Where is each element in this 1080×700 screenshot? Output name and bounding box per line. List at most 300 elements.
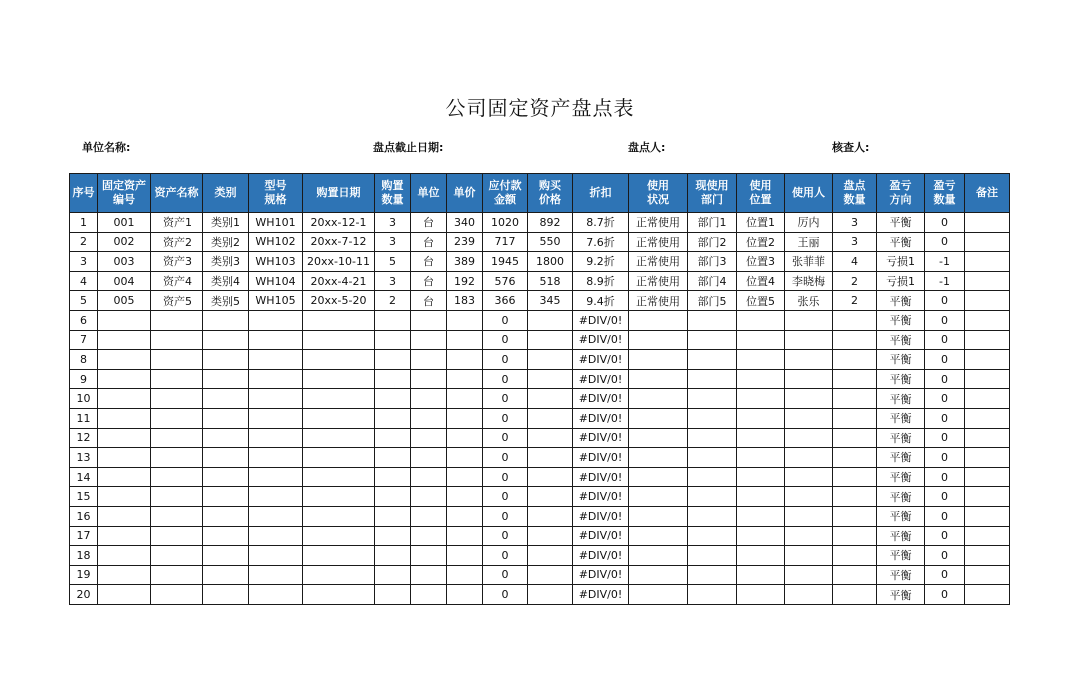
cell-count[interactable] bbox=[833, 506, 877, 526]
cell-diff[interactable]: 0 bbox=[925, 526, 965, 546]
cell-direction[interactable]: 平衡 bbox=[877, 546, 925, 566]
cell-remark[interactable] bbox=[965, 487, 1010, 507]
cell-status[interactable] bbox=[629, 467, 688, 487]
cell-payable[interactable]: 0 bbox=[483, 310, 528, 330]
cell-payable[interactable]: 0 bbox=[483, 506, 528, 526]
cell-direction[interactable]: 平衡 bbox=[877, 310, 925, 330]
cell-discount[interactable]: 9.2折 bbox=[573, 252, 629, 272]
cell-direction[interactable]: 平衡 bbox=[877, 330, 925, 350]
cell-direction[interactable]: 亏损1 bbox=[877, 252, 925, 272]
cell-status[interactable] bbox=[629, 330, 688, 350]
cell-status[interactable]: 正常使用 bbox=[629, 232, 688, 252]
cell-price[interactable]: 183 bbox=[447, 291, 483, 311]
cell-date[interactable] bbox=[303, 506, 375, 526]
cell-date[interactable]: 20xx-4-21 bbox=[303, 271, 375, 291]
cell-remark[interactable] bbox=[965, 369, 1010, 389]
cell-status[interactable] bbox=[629, 506, 688, 526]
cell-dept[interactable] bbox=[688, 350, 737, 370]
cell-count[interactable] bbox=[833, 467, 877, 487]
cell-unit[interactable] bbox=[411, 546, 447, 566]
cell-seq[interactable]: 16 bbox=[70, 506, 98, 526]
cell-name[interactable]: 资产5 bbox=[151, 291, 203, 311]
cell-price[interactable] bbox=[447, 585, 483, 605]
cell-discount[interactable]: #DIV/0! bbox=[573, 369, 629, 389]
cell-discount[interactable]: #DIV/0! bbox=[573, 350, 629, 370]
cell-unit[interactable] bbox=[411, 448, 447, 468]
cell-category[interactable] bbox=[203, 369, 249, 389]
cell-code[interactable]: 004 bbox=[98, 271, 151, 291]
cell-count[interactable] bbox=[833, 350, 877, 370]
cell-seq[interactable]: 6 bbox=[70, 310, 98, 330]
cell-location[interactable] bbox=[737, 546, 785, 566]
cell-model[interactable] bbox=[249, 448, 303, 468]
cell-code[interactable] bbox=[98, 467, 151, 487]
cell-name[interactable] bbox=[151, 369, 203, 389]
cell-date[interactable] bbox=[303, 408, 375, 428]
cell-purchase[interactable] bbox=[528, 565, 573, 585]
cell-category[interactable] bbox=[203, 408, 249, 428]
cell-user[interactable] bbox=[785, 526, 833, 546]
cell-diff[interactable]: 0 bbox=[925, 467, 965, 487]
cell-date[interactable] bbox=[303, 350, 375, 370]
cell-price[interactable] bbox=[447, 310, 483, 330]
cell-purchase[interactable] bbox=[528, 448, 573, 468]
cell-discount[interactable]: #DIV/0! bbox=[573, 428, 629, 448]
cell-date[interactable] bbox=[303, 310, 375, 330]
cell-discount[interactable]: 8.7折 bbox=[573, 213, 629, 233]
cell-diff[interactable]: 0 bbox=[925, 506, 965, 526]
cell-category[interactable] bbox=[203, 565, 249, 585]
cell-payable[interactable]: 0 bbox=[483, 428, 528, 448]
cell-unit[interactable] bbox=[411, 389, 447, 409]
cell-diff[interactable]: 0 bbox=[925, 389, 965, 409]
cell-price[interactable] bbox=[447, 389, 483, 409]
cell-seq[interactable]: 4 bbox=[70, 271, 98, 291]
cell-location[interactable] bbox=[737, 565, 785, 585]
cell-model[interactable] bbox=[249, 467, 303, 487]
cell-qty[interactable]: 3 bbox=[375, 213, 411, 233]
cell-diff[interactable]: 0 bbox=[925, 291, 965, 311]
cell-dept[interactable] bbox=[688, 506, 737, 526]
cell-seq[interactable]: 9 bbox=[70, 369, 98, 389]
cell-status[interactable]: 正常使用 bbox=[629, 252, 688, 272]
cell-seq[interactable]: 5 bbox=[70, 291, 98, 311]
cell-price[interactable] bbox=[447, 506, 483, 526]
cell-direction[interactable]: 平衡 bbox=[877, 467, 925, 487]
cell-name[interactable] bbox=[151, 448, 203, 468]
cell-diff[interactable]: 0 bbox=[925, 350, 965, 370]
cell-user[interactable]: 张菲菲 bbox=[785, 252, 833, 272]
cell-diff[interactable]: 0 bbox=[925, 310, 965, 330]
cell-status[interactable] bbox=[629, 389, 688, 409]
cell-price[interactable] bbox=[447, 369, 483, 389]
cell-user[interactable] bbox=[785, 448, 833, 468]
cell-unit[interactable]: 台 bbox=[411, 291, 447, 311]
cell-user[interactable] bbox=[785, 546, 833, 566]
cell-model[interactable]: WH105 bbox=[249, 291, 303, 311]
cell-model[interactable] bbox=[249, 585, 303, 605]
cell-status[interactable]: 正常使用 bbox=[629, 213, 688, 233]
cell-location[interactable] bbox=[737, 369, 785, 389]
cell-payable[interactable]: 0 bbox=[483, 389, 528, 409]
cell-count[interactable]: 3 bbox=[833, 232, 877, 252]
cell-unit[interactable]: 台 bbox=[411, 271, 447, 291]
cell-unit[interactable] bbox=[411, 565, 447, 585]
cell-price[interactable] bbox=[447, 408, 483, 428]
cell-price[interactable]: 192 bbox=[447, 271, 483, 291]
cell-direction[interactable]: 平衡 bbox=[877, 232, 925, 252]
cell-direction[interactable]: 平衡 bbox=[877, 526, 925, 546]
cell-model[interactable]: WH104 bbox=[249, 271, 303, 291]
cell-payable[interactable]: 0 bbox=[483, 448, 528, 468]
cell-count[interactable] bbox=[833, 310, 877, 330]
cell-date[interactable] bbox=[303, 389, 375, 409]
cell-qty[interactable] bbox=[375, 408, 411, 428]
cell-remark[interactable] bbox=[965, 330, 1010, 350]
cell-diff[interactable]: 0 bbox=[925, 565, 965, 585]
cell-name[interactable] bbox=[151, 330, 203, 350]
cell-remark[interactable] bbox=[965, 585, 1010, 605]
cell-category[interactable] bbox=[203, 330, 249, 350]
cell-user[interactable] bbox=[785, 467, 833, 487]
cell-price[interactable] bbox=[447, 526, 483, 546]
cell-direction[interactable]: 平衡 bbox=[877, 350, 925, 370]
cell-model[interactable]: WH103 bbox=[249, 252, 303, 272]
cell-category[interactable] bbox=[203, 428, 249, 448]
cell-status[interactable] bbox=[629, 546, 688, 566]
cell-direction[interactable]: 平衡 bbox=[877, 585, 925, 605]
cell-category[interactable] bbox=[203, 585, 249, 605]
cell-count[interactable] bbox=[833, 428, 877, 448]
cell-dept[interactable] bbox=[688, 310, 737, 330]
cell-count[interactable]: 2 bbox=[833, 291, 877, 311]
cell-code[interactable] bbox=[98, 448, 151, 468]
cell-code[interactable] bbox=[98, 428, 151, 448]
cell-model[interactable]: WH102 bbox=[249, 232, 303, 252]
cell-model[interactable] bbox=[249, 350, 303, 370]
cell-discount[interactable]: #DIV/0! bbox=[573, 506, 629, 526]
cell-dept[interactable] bbox=[688, 546, 737, 566]
cell-category[interactable] bbox=[203, 448, 249, 468]
cell-code[interactable] bbox=[98, 526, 151, 546]
cell-category[interactable] bbox=[203, 389, 249, 409]
cell-location[interactable] bbox=[737, 310, 785, 330]
cell-direction[interactable]: 平衡 bbox=[877, 369, 925, 389]
cell-discount[interactable]: #DIV/0! bbox=[573, 546, 629, 566]
cell-code[interactable] bbox=[98, 310, 151, 330]
cell-purchase[interactable] bbox=[528, 428, 573, 448]
cell-user[interactable]: 张乐 bbox=[785, 291, 833, 311]
cell-category[interactable] bbox=[203, 546, 249, 566]
cell-qty[interactable]: 2 bbox=[375, 291, 411, 311]
cell-dept[interactable] bbox=[688, 565, 737, 585]
cell-category[interactable]: 类别4 bbox=[203, 271, 249, 291]
cell-user[interactable] bbox=[785, 369, 833, 389]
cell-location[interactable]: 位置5 bbox=[737, 291, 785, 311]
cell-dept[interactable]: 部门1 bbox=[688, 213, 737, 233]
cell-unit[interactable] bbox=[411, 526, 447, 546]
cell-seq[interactable]: 19 bbox=[70, 565, 98, 585]
cell-price[interactable]: 340 bbox=[447, 213, 483, 233]
cell-status[interactable] bbox=[629, 310, 688, 330]
cell-count[interactable] bbox=[833, 585, 877, 605]
cell-dept[interactable]: 部门5 bbox=[688, 291, 737, 311]
cell-purchase[interactable] bbox=[528, 526, 573, 546]
cell-remark[interactable] bbox=[965, 271, 1010, 291]
cell-code[interactable]: 005 bbox=[98, 291, 151, 311]
cell-payable[interactable]: 366 bbox=[483, 291, 528, 311]
cell-category[interactable]: 类别3 bbox=[203, 252, 249, 272]
cell-status[interactable] bbox=[629, 350, 688, 370]
cell-seq[interactable]: 18 bbox=[70, 546, 98, 566]
cell-date[interactable] bbox=[303, 467, 375, 487]
cell-model[interactable] bbox=[249, 526, 303, 546]
cell-name[interactable] bbox=[151, 428, 203, 448]
cell-diff[interactable]: 0 bbox=[925, 408, 965, 428]
cell-status[interactable] bbox=[629, 369, 688, 389]
cell-location[interactable] bbox=[737, 428, 785, 448]
cell-location[interactable] bbox=[737, 350, 785, 370]
cell-purchase[interactable] bbox=[528, 506, 573, 526]
cell-payable[interactable]: 0 bbox=[483, 546, 528, 566]
cell-name[interactable] bbox=[151, 467, 203, 487]
cell-category[interactable] bbox=[203, 526, 249, 546]
cell-discount[interactable]: #DIV/0! bbox=[573, 310, 629, 330]
cell-direction[interactable]: 平衡 bbox=[877, 506, 925, 526]
cell-count[interactable] bbox=[833, 526, 877, 546]
cell-count[interactable] bbox=[833, 408, 877, 428]
cell-purchase[interactable]: 518 bbox=[528, 271, 573, 291]
cell-user[interactable] bbox=[785, 408, 833, 428]
cell-user[interactable] bbox=[785, 389, 833, 409]
cell-unit[interactable] bbox=[411, 330, 447, 350]
cell-location[interactable] bbox=[737, 526, 785, 546]
cell-payable[interactable]: 0 bbox=[483, 526, 528, 546]
cell-purchase[interactable]: 892 bbox=[528, 213, 573, 233]
cell-status[interactable]: 正常使用 bbox=[629, 271, 688, 291]
cell-status[interactable] bbox=[629, 408, 688, 428]
cell-qty[interactable] bbox=[375, 506, 411, 526]
cell-payable[interactable]: 0 bbox=[483, 369, 528, 389]
cell-location[interactable]: 位置1 bbox=[737, 213, 785, 233]
cell-remark[interactable] bbox=[965, 252, 1010, 272]
cell-qty[interactable] bbox=[375, 585, 411, 605]
cell-remark[interactable] bbox=[965, 526, 1010, 546]
cell-date[interactable]: 20xx-7-12 bbox=[303, 232, 375, 252]
cell-date[interactable] bbox=[303, 487, 375, 507]
cell-payable[interactable]: 717 bbox=[483, 232, 528, 252]
cell-code[interactable] bbox=[98, 565, 151, 585]
cell-remark[interactable] bbox=[965, 546, 1010, 566]
cell-purchase[interactable] bbox=[528, 487, 573, 507]
cell-seq[interactable]: 14 bbox=[70, 467, 98, 487]
cell-direction[interactable]: 平衡 bbox=[877, 389, 925, 409]
cell-dept[interactable] bbox=[688, 585, 737, 605]
cell-dept[interactable] bbox=[688, 467, 737, 487]
cell-diff[interactable]: 0 bbox=[925, 330, 965, 350]
cell-qty[interactable] bbox=[375, 389, 411, 409]
cell-purchase[interactable] bbox=[528, 310, 573, 330]
cell-dept[interactable] bbox=[688, 369, 737, 389]
cell-diff[interactable]: 0 bbox=[925, 546, 965, 566]
cell-code[interactable] bbox=[98, 369, 151, 389]
cell-user[interactable]: 李晓梅 bbox=[785, 271, 833, 291]
cell-remark[interactable] bbox=[965, 350, 1010, 370]
cell-status[interactable] bbox=[629, 487, 688, 507]
cell-code[interactable] bbox=[98, 389, 151, 409]
cell-date[interactable]: 20xx-10-11 bbox=[303, 252, 375, 272]
cell-qty[interactable] bbox=[375, 565, 411, 585]
cell-count[interactable] bbox=[833, 487, 877, 507]
cell-dept[interactable]: 部门3 bbox=[688, 252, 737, 272]
cell-model[interactable] bbox=[249, 428, 303, 448]
cell-name[interactable] bbox=[151, 526, 203, 546]
cell-discount[interactable]: #DIV/0! bbox=[573, 526, 629, 546]
cell-seq[interactable]: 8 bbox=[70, 350, 98, 370]
cell-discount[interactable]: #DIV/0! bbox=[573, 408, 629, 428]
cell-discount[interactable]: #DIV/0! bbox=[573, 467, 629, 487]
cell-purchase[interactable] bbox=[528, 350, 573, 370]
cell-qty[interactable] bbox=[375, 350, 411, 370]
cell-name[interactable]: 资产4 bbox=[151, 271, 203, 291]
cell-seq[interactable]: 20 bbox=[70, 585, 98, 605]
cell-dept[interactable]: 部门4 bbox=[688, 271, 737, 291]
cell-name[interactable] bbox=[151, 310, 203, 330]
cell-dept[interactable]: 部门2 bbox=[688, 232, 737, 252]
cell-payable[interactable]: 0 bbox=[483, 565, 528, 585]
cell-diff[interactable]: 0 bbox=[925, 428, 965, 448]
cell-code[interactable]: 001 bbox=[98, 213, 151, 233]
cell-unit[interactable] bbox=[411, 585, 447, 605]
cell-price[interactable] bbox=[447, 565, 483, 585]
cell-date[interactable] bbox=[303, 565, 375, 585]
cell-date[interactable]: 20xx-5-20 bbox=[303, 291, 375, 311]
cell-price[interactable] bbox=[447, 487, 483, 507]
cell-qty[interactable]: 3 bbox=[375, 232, 411, 252]
cell-diff[interactable]: -1 bbox=[925, 271, 965, 291]
cell-date[interactable] bbox=[303, 428, 375, 448]
cell-code[interactable]: 003 bbox=[98, 252, 151, 272]
cell-model[interactable] bbox=[249, 408, 303, 428]
cell-seq[interactable]: 7 bbox=[70, 330, 98, 350]
cell-dept[interactable] bbox=[688, 330, 737, 350]
cell-name[interactable]: 资产3 bbox=[151, 252, 203, 272]
cell-discount[interactable]: #DIV/0! bbox=[573, 565, 629, 585]
cell-dept[interactable] bbox=[688, 428, 737, 448]
cell-model[interactable] bbox=[249, 546, 303, 566]
cell-discount[interactable]: #DIV/0! bbox=[573, 448, 629, 468]
cell-location[interactable] bbox=[737, 506, 785, 526]
cell-location[interactable] bbox=[737, 585, 785, 605]
cell-count[interactable]: 4 bbox=[833, 252, 877, 272]
cell-name[interactable] bbox=[151, 506, 203, 526]
cell-price[interactable] bbox=[447, 448, 483, 468]
cell-user[interactable] bbox=[785, 487, 833, 507]
cell-unit[interactable] bbox=[411, 310, 447, 330]
cell-seq[interactable]: 10 bbox=[70, 389, 98, 409]
cell-status[interactable] bbox=[629, 428, 688, 448]
cell-remark[interactable] bbox=[965, 506, 1010, 526]
cell-dept[interactable] bbox=[688, 389, 737, 409]
cell-qty[interactable] bbox=[375, 487, 411, 507]
cell-code[interactable] bbox=[98, 546, 151, 566]
cell-unit[interactable] bbox=[411, 350, 447, 370]
cell-dept[interactable] bbox=[688, 408, 737, 428]
cell-user[interactable]: 厉内 bbox=[785, 213, 833, 233]
cell-qty[interactable] bbox=[375, 546, 411, 566]
cell-user[interactable] bbox=[785, 330, 833, 350]
cell-purchase[interactable] bbox=[528, 546, 573, 566]
cell-qty[interactable] bbox=[375, 448, 411, 468]
cell-discount[interactable]: #DIV/0! bbox=[573, 585, 629, 605]
cell-dept[interactable] bbox=[688, 487, 737, 507]
cell-code[interactable] bbox=[98, 408, 151, 428]
cell-user[interactable] bbox=[785, 350, 833, 370]
cell-count[interactable] bbox=[833, 389, 877, 409]
cell-unit[interactable] bbox=[411, 467, 447, 487]
cell-diff[interactable]: 0 bbox=[925, 213, 965, 233]
cell-qty[interactable]: 3 bbox=[375, 271, 411, 291]
cell-price[interactable] bbox=[447, 330, 483, 350]
cell-date[interactable] bbox=[303, 330, 375, 350]
cell-payable[interactable]: 0 bbox=[483, 585, 528, 605]
cell-discount[interactable]: 7.6折 bbox=[573, 232, 629, 252]
cell-category[interactable]: 类别2 bbox=[203, 232, 249, 252]
cell-discount[interactable]: 8.9折 bbox=[573, 271, 629, 291]
cell-remark[interactable] bbox=[965, 389, 1010, 409]
cell-unit[interactable] bbox=[411, 428, 447, 448]
cell-purchase[interactable] bbox=[528, 467, 573, 487]
cell-discount[interactable]: #DIV/0! bbox=[573, 330, 629, 350]
cell-user[interactable] bbox=[785, 506, 833, 526]
cell-direction[interactable]: 平衡 bbox=[877, 213, 925, 233]
cell-seq[interactable]: 15 bbox=[70, 487, 98, 507]
cell-direction[interactable]: 亏损1 bbox=[877, 271, 925, 291]
cell-remark[interactable] bbox=[965, 310, 1010, 330]
cell-user[interactable] bbox=[785, 585, 833, 605]
cell-status[interactable] bbox=[629, 526, 688, 546]
cell-category[interactable] bbox=[203, 506, 249, 526]
cell-qty[interactable] bbox=[375, 526, 411, 546]
cell-payable[interactable]: 1020 bbox=[483, 213, 528, 233]
cell-name[interactable] bbox=[151, 389, 203, 409]
cell-location[interactable]: 位置4 bbox=[737, 271, 785, 291]
cell-date[interactable] bbox=[303, 526, 375, 546]
cell-purchase[interactable] bbox=[528, 585, 573, 605]
cell-count[interactable]: 2 bbox=[833, 271, 877, 291]
cell-direction[interactable]: 平衡 bbox=[877, 428, 925, 448]
cell-price[interactable] bbox=[447, 467, 483, 487]
cell-model[interactable] bbox=[249, 389, 303, 409]
cell-code[interactable] bbox=[98, 506, 151, 526]
cell-unit[interactable] bbox=[411, 408, 447, 428]
cell-location[interactable] bbox=[737, 389, 785, 409]
cell-purchase[interactable] bbox=[528, 389, 573, 409]
cell-qty[interactable] bbox=[375, 369, 411, 389]
cell-name[interactable] bbox=[151, 350, 203, 370]
cell-status[interactable] bbox=[629, 448, 688, 468]
cell-date[interactable] bbox=[303, 369, 375, 389]
cell-unit[interactable] bbox=[411, 506, 447, 526]
cell-model[interactable] bbox=[249, 487, 303, 507]
cell-payable[interactable]: 0 bbox=[483, 467, 528, 487]
cell-unit[interactable]: 台 bbox=[411, 252, 447, 272]
cell-purchase[interactable] bbox=[528, 330, 573, 350]
cell-seq[interactable]: 13 bbox=[70, 448, 98, 468]
cell-direction[interactable]: 平衡 bbox=[877, 408, 925, 428]
cell-category[interactable] bbox=[203, 487, 249, 507]
cell-seq[interactable]: 17 bbox=[70, 526, 98, 546]
